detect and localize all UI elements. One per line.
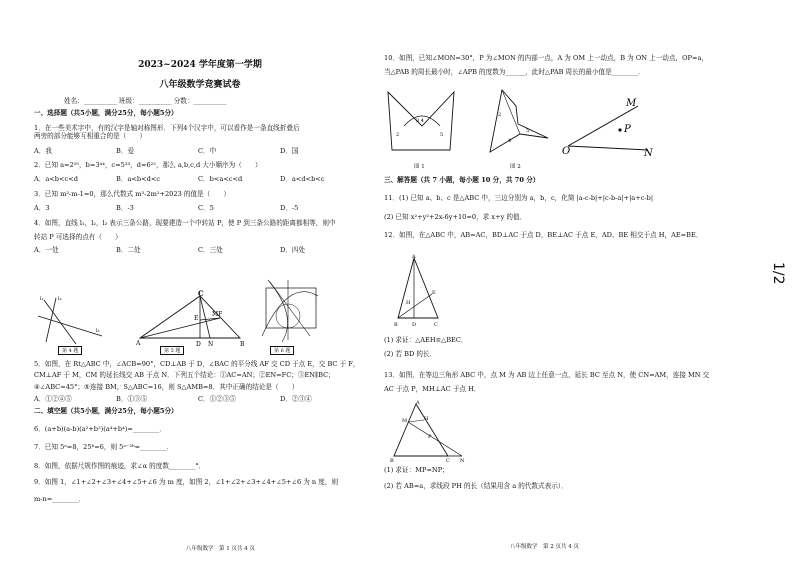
svg-text:B: B	[390, 458, 394, 464]
question-12-part2: (2) 若 BD 的长．	[384, 350, 437, 359]
question-10: 10．如图，已知∠MON=30°，P 为∠MON 的内部一点，A 为 OM 上一动点，B 为 ON 上一动点，OP=a，	[384, 54, 708, 62]
option: B．爱	[116, 146, 135, 155]
option: D．②③④	[280, 395, 312, 404]
svg-text:P: P	[428, 434, 432, 440]
question-4-options	[34, 246, 364, 254]
figure-q5	[136, 290, 248, 354]
svg-text:C: C	[446, 458, 450, 464]
right-column-lower	[384, 176, 769, 240]
svg-text:B: B	[240, 341, 245, 348]
option: C．5	[198, 204, 214, 213]
svg-text:l₁: l₁	[40, 296, 44, 302]
option: D．a<d<b<c	[280, 175, 325, 184]
option: A．一处	[34, 246, 59, 255]
question-1-cont: 两旁的部分能够互相重合的是（ ）	[34, 132, 147, 141]
question-1-options	[34, 147, 364, 155]
option: A．我	[34, 146, 52, 155]
question-13: 13．如图，在等边三角形 ABC 中，点 M 为 AB 边上任意一点，延长 BC 至点 N，使 CN=AM，连接 MN 交	[384, 370, 710, 379]
question-5-options	[34, 395, 364, 403]
question-10-cont: 当△PAB 的周长最小时，∠APB 的度数为______，此时△PAB 周长的最小值是________．	[384, 68, 645, 77]
svg-text:N: N	[460, 458, 465, 464]
question-4-cont: 转站 P 可选择的点有（ ）	[34, 233, 122, 242]
option: B．①③⑤	[116, 395, 148, 404]
student-info: 姓名：__________ 班级：__________ 分数：__________	[64, 97, 227, 105]
svg-text:H: H	[424, 416, 429, 422]
question-13-part1: (1) 求证：MP=NP；	[384, 466, 449, 474]
left-column-lower	[34, 360, 364, 503]
right-column-q12-parts	[384, 336, 769, 394]
option: B．-3	[116, 204, 134, 213]
question-9-cont: m-n=________．	[34, 494, 86, 503]
option: C．①②③⑤	[198, 395, 237, 404]
question-13-part2: (2) 若 AB=a，求线段 PH 的长（结果用含 a 的代数式表示）．	[384, 482, 568, 491]
question-9: 9．如图 1，∠1+∠2+∠3+∠4+∠5+∠6 为 m 度，如图 2，∠1+∠2+∠3+∠4+∠5+∠6 为 n 度，则	[34, 478, 339, 487]
question-5-cont: CM⊥AF 于 M，CM 的延长线交 AB 于点 N．下列五个结论：①AC=AN；②EN=FC；③EN∥BC；	[34, 371, 335, 380]
question-3-options	[34, 204, 364, 212]
question-6: 6．(a+b)(a-b)(a²+b²)(a⁴+b⁴)=________．	[34, 425, 166, 434]
question-3: 3．已知 m²-m-1=0，那么代数式 m³-2m²+2023 的值是（ ）	[34, 189, 231, 198]
svg-text:l₃: l₃	[96, 328, 100, 334]
svg-text:3 4: 3 4	[416, 118, 424, 124]
exam-title: 八年级数学竞赛试卷	[159, 80, 241, 90]
svg-text:B: B	[394, 322, 398, 328]
svg-text:N: N	[208, 341, 214, 348]
figure-5-label: 第 5 题	[160, 346, 184, 355]
svg-text:MF: MF	[212, 311, 223, 318]
option: A．3	[34, 204, 50, 213]
question-2: 2．已知 a=2⁵⁵，b=3⁴⁴，c=5³³，d=6²²，那么 a,b,c,d 大小顺序为（ ）	[34, 161, 262, 170]
svg-text:D: D	[196, 341, 201, 348]
right-column-q13-parts	[384, 466, 769, 491]
svg-text:A: A	[412, 254, 416, 260]
section-1-heading: 一、选择题（共5小题，满分25分，每小题5分）	[34, 109, 178, 118]
svg-text:C: C	[434, 322, 438, 328]
question-7: 7．已知 5ᵃ=8，25ᵇ=6，则 5ᵃ⁻²ᵇ=________．	[34, 443, 174, 452]
page-footer-left: 八年级数学 第 1 页共 4 页	[186, 546, 255, 552]
figure-2-caption: 图 2	[510, 164, 521, 170]
question-12-part1: (1) 求证：△AEH≌△BEC．	[384, 336, 468, 344]
option: A．a<b<c<d	[34, 175, 78, 184]
svg-text:A: A	[416, 400, 420, 406]
option: B．a<b<d<c	[116, 175, 161, 184]
option: C．中	[198, 146, 217, 155]
svg-text:D: D	[412, 322, 417, 328]
option: C．b<a<c<d	[198, 175, 243, 184]
option: D．国	[280, 146, 299, 155]
question-1: 1．在一些美术字中，有的汉字是轴对称图形．下列4个汉字中，可以看作是一条直线折叠后	[34, 123, 300, 132]
page-footer-right: 八年级数学 第 2 页共 4 页	[510, 544, 579, 550]
figure-6-label: 第 6 题	[270, 346, 294, 355]
svg-text:2: 2	[498, 112, 502, 118]
figure-q12	[392, 254, 446, 328]
left-column	[34, 97, 364, 255]
svg-text:C: C	[198, 290, 204, 298]
svg-text:O: O	[562, 146, 571, 157]
question-5-cont2: ④∠ABC=45°；⑤连接 BM，S△ABC=16，则 S△AMB=8．其中正确的结论是（ ）	[34, 382, 299, 391]
svg-text:l₂: l₂	[58, 296, 62, 302]
page-marker: 1/2	[770, 262, 786, 285]
option: D．-5	[280, 204, 299, 213]
figure-1-caption: 图 1	[414, 164, 425, 170]
right-column	[384, 54, 769, 77]
svg-text:E: E	[432, 290, 436, 296]
section-3-heading: 三、解答题（共 7 小题，每小题 10 分，共 70 分）	[384, 176, 540, 184]
svg-text:2: 2	[396, 132, 400, 138]
figure-q6	[258, 276, 322, 346]
question-11-part2: (2) 已知 x²+y²+2x-6y+10=0，求 x+y 的值．	[384, 212, 527, 221]
svg-text:M: M	[402, 418, 408, 424]
svg-text:M: M	[626, 98, 637, 109]
question-4: 4．如图，直线 l₁，l₂，l₃ 表示三条公路，现要建造一个中转站 P，使 P 到三条公路的距离都相等，则中	[34, 218, 336, 227]
svg-text:4: 4	[508, 138, 512, 144]
exam-term-title: 2023~2024 学年度第一学期	[138, 60, 262, 70]
figure-4-label: 第 4 题	[58, 346, 82, 355]
option: B．二处	[116, 246, 141, 255]
question-13-cont: AC 于点 P，MH⊥AC 于点 H．	[384, 385, 481, 394]
question-12: 12．如图，在△ABC 中，AB=AC，BD⊥AC 于点 D，BE⊥AC 于点 E，AD、BE 相交于点 H，AE=BE．	[384, 231, 703, 240]
option: D．四处	[280, 246, 306, 255]
figure-q9-1	[384, 86, 460, 162]
question-8: 8．如图，依据尺规作图的痕迹，求∠α 的度数________°．	[34, 461, 206, 470]
figure-q9-2	[486, 86, 552, 160]
question-5: 5．如图，在 Rt△ABC 中，∠ACB=90°，CD⊥AB 于 D，∠BAC 的平分线 AF 交 CD 于点 E，交 BC 于 F，	[34, 360, 360, 368]
svg-text:5: 5	[526, 128, 530, 134]
question-2-options	[34, 175, 364, 183]
figure-q13	[390, 400, 466, 464]
figure-q10	[562, 94, 662, 158]
question-11: 11．(1) 已知 a、b、c 是△ABC 中，三边分别为 a，b，c，化简 |a-c-b|+|c-b-a|+|a+c-b|	[384, 194, 654, 203]
svg-text:5: 5	[440, 132, 444, 138]
svg-text:H: H	[406, 300, 411, 306]
svg-text:N: N	[644, 148, 653, 158]
section-2-heading: 二、填空题（共5小题，满分25分，每小题5分）	[34, 406, 178, 415]
option: A．①②④⑤	[34, 395, 72, 404]
svg-text:P: P	[624, 124, 631, 135]
option: C．三处	[198, 246, 223, 255]
svg-text:E: E	[194, 315, 199, 322]
svg-text:A: A	[136, 340, 141, 347]
